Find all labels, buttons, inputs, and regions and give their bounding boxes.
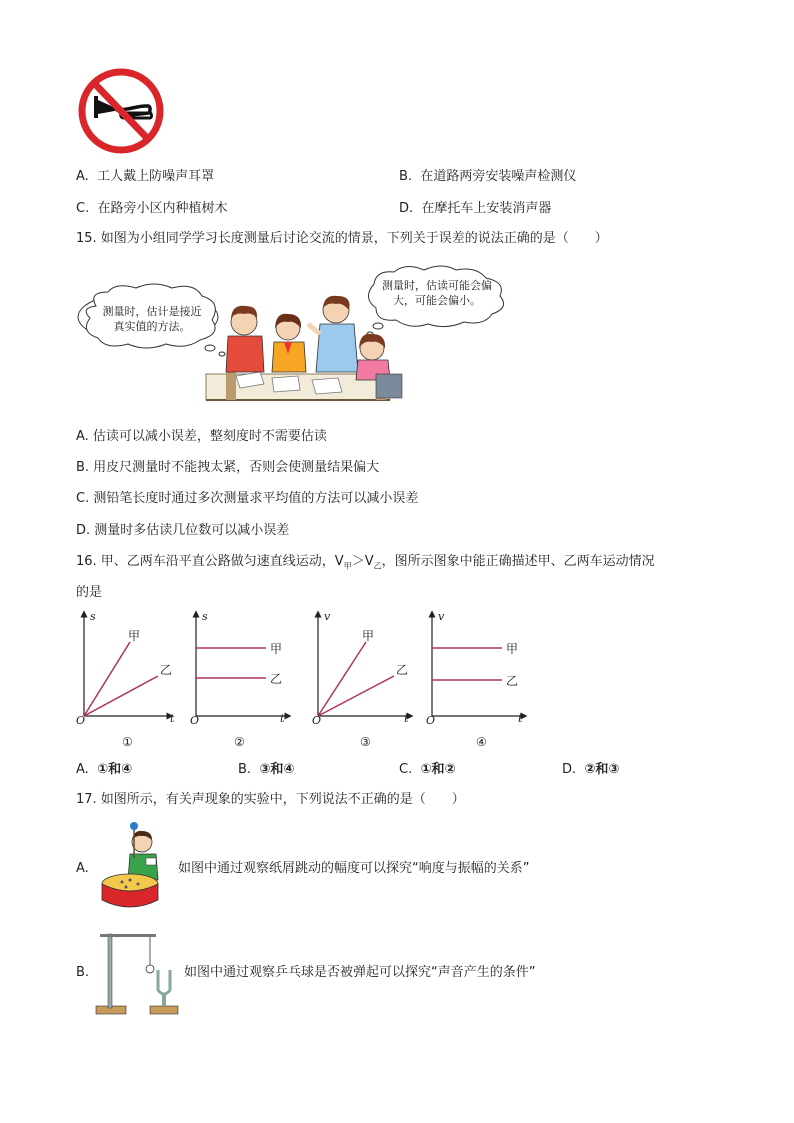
bubble-right-line1: 测量时，估读可能会偏 bbox=[382, 279, 492, 292]
graph-4-number: ④ bbox=[476, 735, 487, 749]
graph-1-origin: O bbox=[76, 714, 86, 727]
graph-2-origin: O bbox=[190, 714, 200, 727]
no-horn-sign-icon bbox=[76, 66, 166, 156]
q17-stem: 17. 如图所示，有关声现象的实验中，下列说法不正确的是（ ） bbox=[76, 792, 465, 807]
option-letter: D. bbox=[562, 762, 577, 777]
q16-gt: ＞V bbox=[351, 554, 374, 569]
option-text: ①和② bbox=[420, 762, 456, 777]
graph-4 bbox=[426, 610, 524, 749]
q16-sub-yi: 乙 bbox=[373, 561, 382, 571]
graph-2-number: ② bbox=[234, 735, 245, 749]
q16-stem-part1: 16. 甲、乙两车沿平直公路做匀速直线运动，V bbox=[76, 554, 344, 569]
q15-discussion-illustration bbox=[76, 262, 516, 404]
q16-stem-line2: 的是 bbox=[76, 585, 103, 600]
q15-stem: 15. 如图为小组同学学习长度测量后讨论交流的情景，下列关于误差的说法正确的是（ ） bbox=[76, 231, 608, 246]
option-letter: A. bbox=[76, 169, 89, 184]
graph-2-x-label: t bbox=[280, 712, 285, 725]
q15-option-c: C. 测铅笔长度时通过多次测量求平均值的方法可以减小误差 bbox=[76, 491, 419, 506]
drum-experiment-illustration bbox=[100, 820, 174, 912]
graph-3-jia-label: 甲 bbox=[362, 629, 375, 643]
option-letter: A. bbox=[76, 762, 89, 777]
graph-1-line-jia bbox=[84, 642, 130, 716]
q15-option-a: A. 估读可以减小误差，整刻度时不需要估读 bbox=[76, 429, 327, 444]
graph-1-line-yi bbox=[84, 676, 158, 716]
graph-1-x-label: t bbox=[170, 712, 175, 725]
option-letter: B. bbox=[238, 762, 252, 777]
option-text: 工人戴上防噪声耳罩 bbox=[97, 169, 215, 184]
q16-stem-part2: ，图所示图象中能正确描述甲、乙两车运动情况 bbox=[381, 554, 655, 569]
graph-3 bbox=[312, 610, 410, 749]
q16-option-d bbox=[562, 761, 619, 779]
q14-option-d bbox=[399, 200, 551, 218]
option-text: ①和④ bbox=[97, 762, 133, 777]
q17-option-a-text: 如图中通过观察纸屑跳动的幅度可以探究“响度与振幅的关系” bbox=[178, 861, 530, 876]
graph-2 bbox=[190, 610, 288, 749]
bubble-left-text bbox=[96, 304, 208, 334]
graph-3-yi-label: 乙 bbox=[396, 663, 409, 677]
graph-4-y-label: v bbox=[438, 610, 445, 623]
graph-1-number: ① bbox=[122, 735, 133, 749]
graph-1 bbox=[76, 610, 175, 749]
graph-2-yi-label: 乙 bbox=[270, 672, 283, 686]
bubble-left-line1: 测量时，估计是接近 bbox=[102, 305, 202, 318]
option-text: 在道路两旁安装噪声检测仪 bbox=[420, 169, 577, 184]
graph-4-jia-label: 甲 bbox=[506, 642, 519, 656]
graph-3-line-yi bbox=[318, 676, 394, 716]
graph-3-x-label: t bbox=[404, 712, 409, 725]
q16-option-a bbox=[76, 761, 132, 779]
q16-sub-jia: 甲 bbox=[343, 561, 352, 571]
graph-1-y-label: s bbox=[90, 610, 96, 623]
graph-1-jia-label: 甲 bbox=[128, 629, 141, 643]
graph-3-line-jia bbox=[318, 642, 366, 716]
option-letter: C. bbox=[399, 762, 413, 777]
q16-option-c bbox=[399, 761, 456, 779]
bubble-right-text bbox=[372, 278, 502, 308]
graph-4-yi-label: 乙 bbox=[506, 674, 519, 688]
graph-2-jia-label: 甲 bbox=[270, 642, 283, 656]
option-text: 在路旁小区内种植树木 bbox=[97, 201, 228, 216]
q17-option-b-letter: B. bbox=[76, 965, 90, 980]
bubble-right-line2: 大，可能会偏小。 bbox=[393, 294, 481, 307]
option-text: 在摩托车上安装消声器 bbox=[421, 201, 552, 216]
option-letter: B. bbox=[399, 169, 413, 184]
option-letter: C. bbox=[76, 201, 90, 216]
option-letter: D. bbox=[399, 201, 414, 216]
graph-1-yi-label: 乙 bbox=[160, 663, 173, 677]
tuning-fork-experiment-illustration bbox=[92, 926, 180, 1018]
q14-option-c bbox=[76, 200, 228, 218]
q16-option-b bbox=[238, 761, 294, 779]
q16-graphs bbox=[66, 606, 546, 756]
bubble-left-line2: 真实值的方法。 bbox=[113, 320, 191, 333]
graph-2-y-label: s bbox=[202, 610, 208, 623]
option-text: ③和④ bbox=[259, 762, 295, 777]
q17-option-b-text: 如图中通过观察乒乓球是否被弹起可以探究“声音产生的条件” bbox=[184, 965, 536, 980]
graph-3-number: ③ bbox=[360, 735, 371, 749]
q14-option-a bbox=[76, 168, 214, 186]
graph-3-origin: O bbox=[312, 714, 322, 727]
q15-option-d: D. 测量时多估读几位数可以减小误差 bbox=[76, 523, 290, 538]
q15-option-b: B. 用皮尺测量时不能拽太紧，否则会使测量结果偏大 bbox=[76, 460, 380, 475]
graph-4-origin: O bbox=[426, 714, 436, 727]
q17-option-a-letter: A. bbox=[76, 861, 89, 876]
graph-3-y-label: v bbox=[324, 610, 331, 623]
q14-option-b bbox=[399, 168, 576, 186]
graph-4-x-label: t bbox=[518, 712, 523, 725]
option-text: ②和③ bbox=[584, 762, 620, 777]
q16-stem bbox=[76, 553, 655, 576]
